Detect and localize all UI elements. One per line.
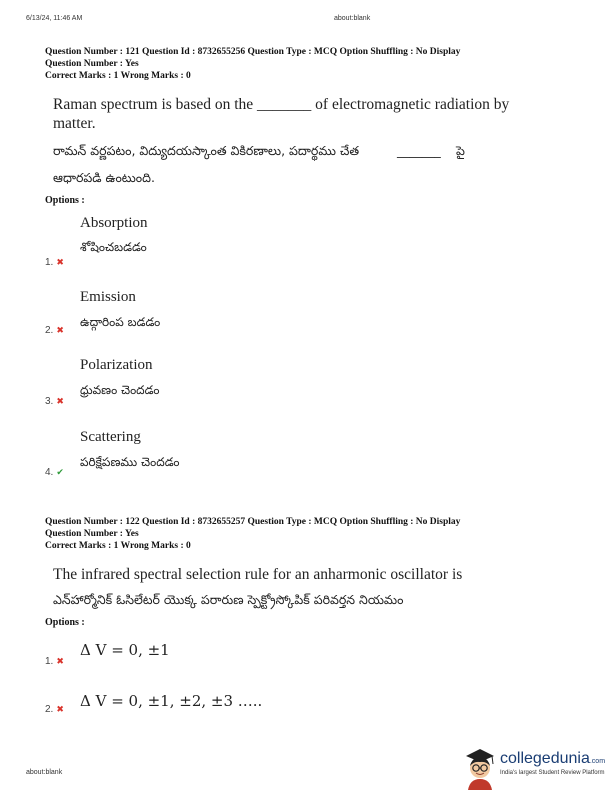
student-mascot-icon bbox=[462, 746, 498, 790]
print-title: about:blank bbox=[334, 15, 371, 22]
option-number: 1. bbox=[45, 257, 54, 268]
q121-option-1-te: శోషించబడడం bbox=[80, 240, 147, 254]
logo-tagline: India's largest Student Review Platform bbox=[500, 770, 605, 776]
wrong-mark-icon: ✖ bbox=[56, 656, 64, 666]
q121-option-2-te: ఉద్గారింప బడడం bbox=[80, 315, 161, 329]
q121-option-4-number bbox=[45, 467, 64, 478]
q122-option-2-math: Δ V = 0, ±1, ±2, ±3 ….. bbox=[80, 692, 263, 710]
logo-suffix: .com bbox=[589, 758, 606, 765]
collegedunia-logo bbox=[462, 744, 612, 792]
q121-option-2-number bbox=[45, 325, 64, 336]
q122-meta-line1: Question Number : 122 Question Id : 8732655257 Question Type : MCQ Option Shuffling : No Display bbox=[45, 517, 461, 527]
q121-option-2-en: Emission bbox=[80, 289, 136, 305]
q122-options-label: Options : bbox=[45, 617, 85, 628]
option-number: 2. bbox=[45, 704, 54, 715]
q121-option-4-en: Scattering bbox=[80, 429, 141, 445]
q122-option-1-math: Δ V = 0, ±1 bbox=[80, 641, 170, 659]
q121-question-en-2: matter. bbox=[53, 115, 96, 132]
print-datetime: 6/13/24, 11:46 AM bbox=[26, 15, 83, 22]
q121-question-te-blank: _______ bbox=[397, 143, 441, 158]
q121-question-te-1: రామన్ వర్ణపటం, విద్యుదయస్కాంత వికిరణాలు, పదార్థము చేత bbox=[53, 143, 360, 158]
wrong-mark-icon: ✖ bbox=[56, 257, 64, 267]
q121-option-4-te: పరిక్షేపణము చెందడం bbox=[80, 455, 180, 469]
correct-check-icon: ✔ bbox=[56, 467, 64, 477]
q121-question-en-1: Raman spectrum is based on the _______ of electromagnetic radiation by bbox=[53, 96, 510, 113]
q121-options-label: Options : bbox=[45, 195, 85, 206]
q121-option-3-te: ధ్రువణం చెందడం bbox=[80, 383, 160, 397]
q121-meta-line3: Correct Marks : 1 Wrong Marks : 0 bbox=[45, 71, 191, 81]
q122-option-2-number bbox=[45, 704, 64, 715]
q121-meta-line1: Question Number : 121 Question Id : 8732655256 Question Type : MCQ Option Shuffling : No Display bbox=[45, 47, 461, 57]
option-number: 2. bbox=[45, 325, 54, 336]
logo-name: collegedunia bbox=[500, 750, 590, 767]
q121-option-3-number bbox=[45, 396, 64, 407]
wrong-mark-icon: ✖ bbox=[56, 396, 64, 406]
q121-question-te-2: ఆధారపడి ఉంటుంది. bbox=[53, 170, 155, 185]
logo-wordmark bbox=[500, 750, 605, 768]
q122-meta-line3: Correct Marks : 1 Wrong Marks : 0 bbox=[45, 541, 191, 551]
q122-meta-line2: Question Number : Yes bbox=[45, 529, 139, 539]
q121-meta-line2: Question Number : Yes bbox=[45, 59, 139, 69]
q121-question-te-pai: పై bbox=[456, 143, 465, 158]
wrong-mark-icon: ✖ bbox=[56, 325, 64, 335]
q122-question-en: The infrared spectral selection rule for an anharmonic oscillator is bbox=[53, 566, 463, 583]
print-footer-url: about:blank bbox=[26, 769, 63, 776]
option-number: 1. bbox=[45, 656, 54, 667]
q122-meta bbox=[45, 516, 460, 552]
q121-option-1-number bbox=[45, 257, 64, 268]
q121-option-1-en: Absorption bbox=[80, 215, 148, 231]
q121-option-3-en: Polarization bbox=[80, 357, 153, 373]
q122-question-te: ఎన్‌హార్మోనిక్ ఓసిలేటర్ యొక్క పరారుణ స్పెక్ట్రోస్కోపిక్ పరివర్తన నియమం bbox=[53, 592, 404, 607]
q121-meta bbox=[45, 46, 460, 82]
option-number: 4. bbox=[45, 467, 54, 478]
option-number: 3. bbox=[45, 396, 54, 407]
wrong-mark-icon: ✖ bbox=[56, 704, 64, 714]
q122-option-1-number bbox=[45, 656, 64, 667]
